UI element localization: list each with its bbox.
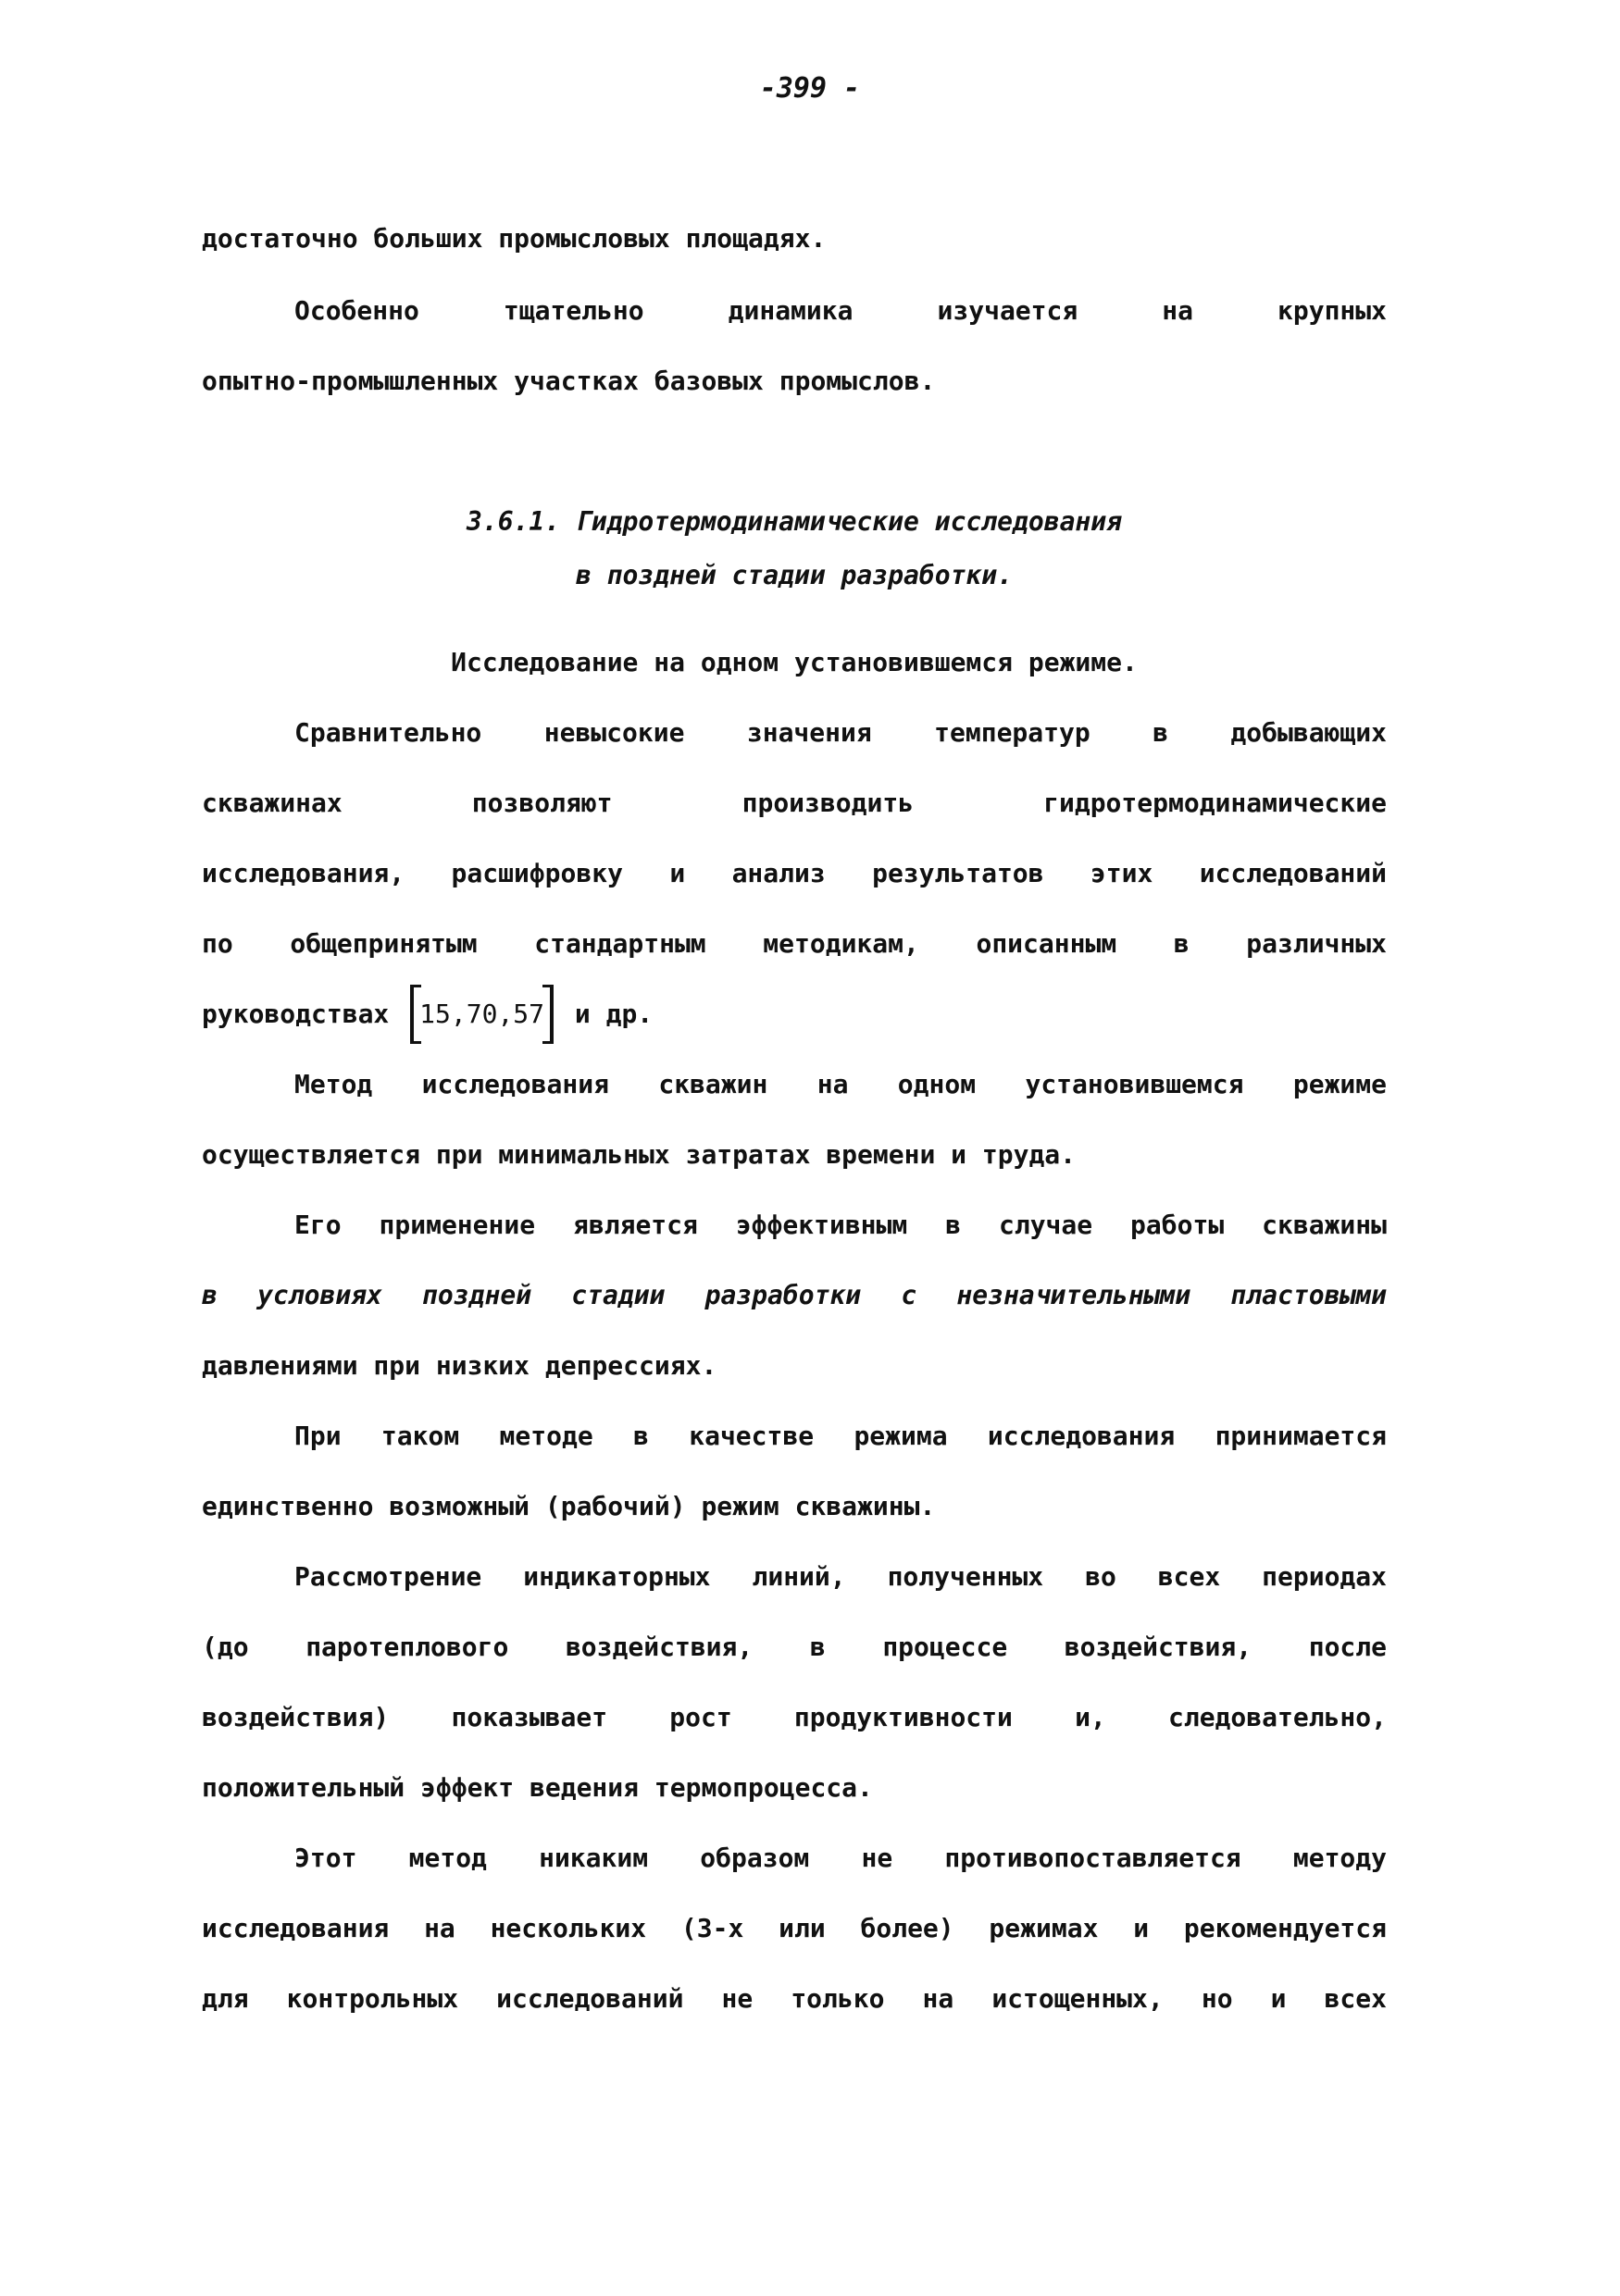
text-line: в условиях поздней стадии разработки с незначительными пластовыми (202, 1280, 1387, 1310)
text-fragment: руководствах (202, 999, 390, 1029)
text-line: опытно-промышленных участках базовых промыслов. (202, 366, 936, 396)
text-line: скважинах позволяют производить гидротермодинамические (202, 788, 1387, 818)
text-line: положительный эффект ведения термопроцесса. (202, 1772, 873, 1803)
text-line: Особенно тщательно динамика изучается на крупных (294, 295, 1387, 326)
section-heading-cont: в поздней стадии разработки. (575, 560, 1013, 590)
text-fragment: и др. (574, 999, 654, 1029)
text-line: Его применение является эффективным в случае работы скважины (294, 1210, 1387, 1240)
text-line: Рассмотрение индикаторных линий, полученных во всех периодах (294, 1561, 1387, 1592)
text-line: Сравнительно невысокие значения температур в добывающих (294, 717, 1387, 748)
text-line: исследования на нескольких (3-х или более) режимах и рекомендуется (202, 1913, 1387, 1943)
text-line: Метод исследования скважин на одном установившемся режиме (294, 1069, 1387, 1099)
text-line: воздействия) показывает рост продуктивности и, следовательно, (202, 1702, 1387, 1732)
text-line: давлениями при низких депрессиях. (202, 1350, 717, 1381)
text-line: (до паротеплового воздействия, в процессе воздействия, после (202, 1632, 1387, 1662)
text-line-with-reference (202, 998, 1387, 1031)
section-heading: 3.6.1. Гидротермодинамические исследования (466, 506, 1122, 537)
page-number: -399 - (759, 72, 861, 105)
text-line: достаточно больших промысловых площадях. (202, 223, 827, 254)
text-line: При таком методе в качестве режима исследования принимается (294, 1421, 1387, 1451)
text-line: исследования, расшифровку и анализ результатов этих исследований (202, 858, 1387, 888)
text-line: для контрольных исследований не только на истощенных, но и всех (202, 1983, 1387, 2014)
subsection-heading: Исследование на одном установившемся режиме. (451, 647, 1138, 677)
text-line: осуществляется при минимальных затратах времени и труда. (202, 1139, 1077, 1170)
text-line: по общепринятым стандартным методикам, описанным в различных (202, 928, 1387, 959)
text-line: единственно возможный (рабочий) режим скважины. (202, 1491, 936, 1521)
citation-reference: 15,70,57 (410, 998, 554, 1031)
text-line: Этот метод никаким образом не противопоставляется методу (294, 1843, 1387, 1873)
